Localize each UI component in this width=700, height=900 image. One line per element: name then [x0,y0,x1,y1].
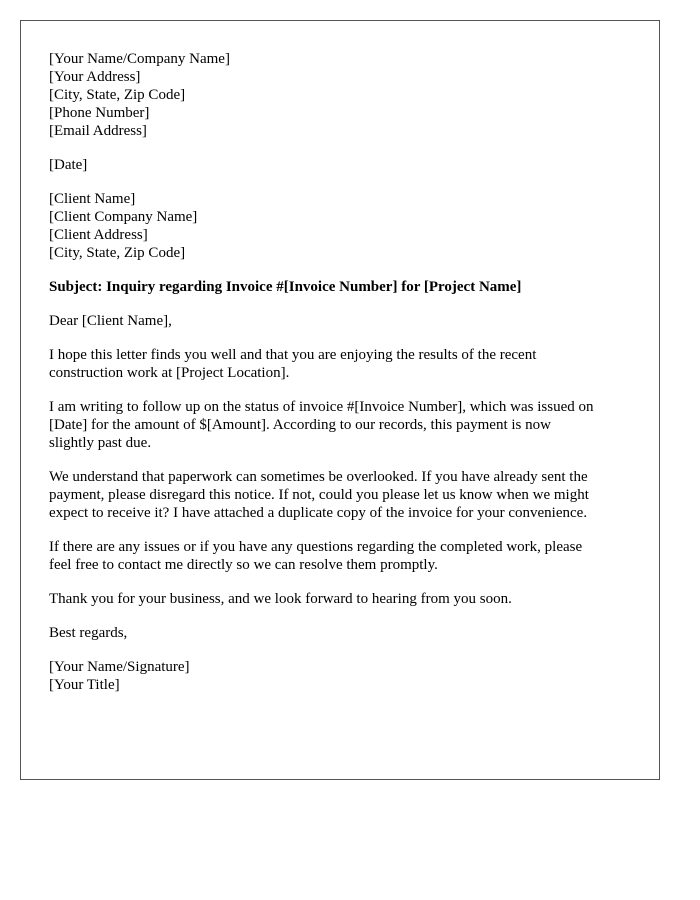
overlook-line-2: payment, please disregard this notice. If not, could you please let us know when we might [49,487,589,503]
sender-block [49,50,631,140]
sender-email: [Email Address] [49,123,147,139]
intro-line-1: I hope this letter finds you well and that you are enjoying the results of the recent [49,347,537,363]
status-line-3: slightly past due. [49,435,152,451]
date-block [49,156,631,174]
paragraph-questions [49,538,631,574]
recipient-address: [Client Address] [49,227,148,243]
recipient-city-state-zip: [City, State, Zip Code] [49,245,186,261]
signature-title: [Your Title] [49,677,120,693]
paragraph-intro [49,346,631,382]
salutation: Dear [Client Name], [49,313,172,329]
letter-document [20,20,660,780]
recipient-company: [Client Company Name] [49,209,198,225]
salutation-block [49,312,631,330]
overlook-line-1: We understand that paperwork can sometimes be overlooked. If you have already sent the [49,469,588,485]
closing: Best regards, [49,625,128,641]
paragraph-overlook [49,468,631,522]
sender-phone: [Phone Number] [49,105,150,121]
intro-line-2: construction work at [Project Location]. [49,365,290,381]
signature-block [49,658,631,694]
recipient-name: [Client Name] [49,191,136,207]
letter-date: [Date] [49,157,88,173]
questions-line-1: If there are any issues or if you have any questions regarding the completed work, please [49,539,583,555]
recipient-block [49,190,631,262]
sender-city-state-zip: [City, State, Zip Code] [49,87,186,103]
overlook-line-3: expect to receive it? I have attached a duplicate copy of the invoice for your convenience. [49,505,588,521]
paragraph-thanks [49,590,631,608]
questions-line-2: feel free to contact me directly so we can resolve them promptly. [49,557,438,573]
status-line-1: I am writing to follow up on the status of invoice #[Invoice Number], which was issued on [49,399,594,415]
subject-line: Subject: Inquiry regarding Invoice #[Invoice Number] for [Project Name] [49,279,522,295]
sender-name: [Your Name/Company Name] [49,51,230,67]
thanks-line: Thank you for your business, and we look forward to hearing from you soon. [49,591,512,607]
subject-block [49,278,631,296]
closing-block [49,624,631,642]
signature-name: [Your Name/Signature] [49,659,190,675]
sender-address: [Your Address] [49,69,141,85]
status-line-2: [Date] for the amount of $[Amount]. According to our records, this payment is now [49,417,551,433]
paragraph-status [49,398,631,452]
